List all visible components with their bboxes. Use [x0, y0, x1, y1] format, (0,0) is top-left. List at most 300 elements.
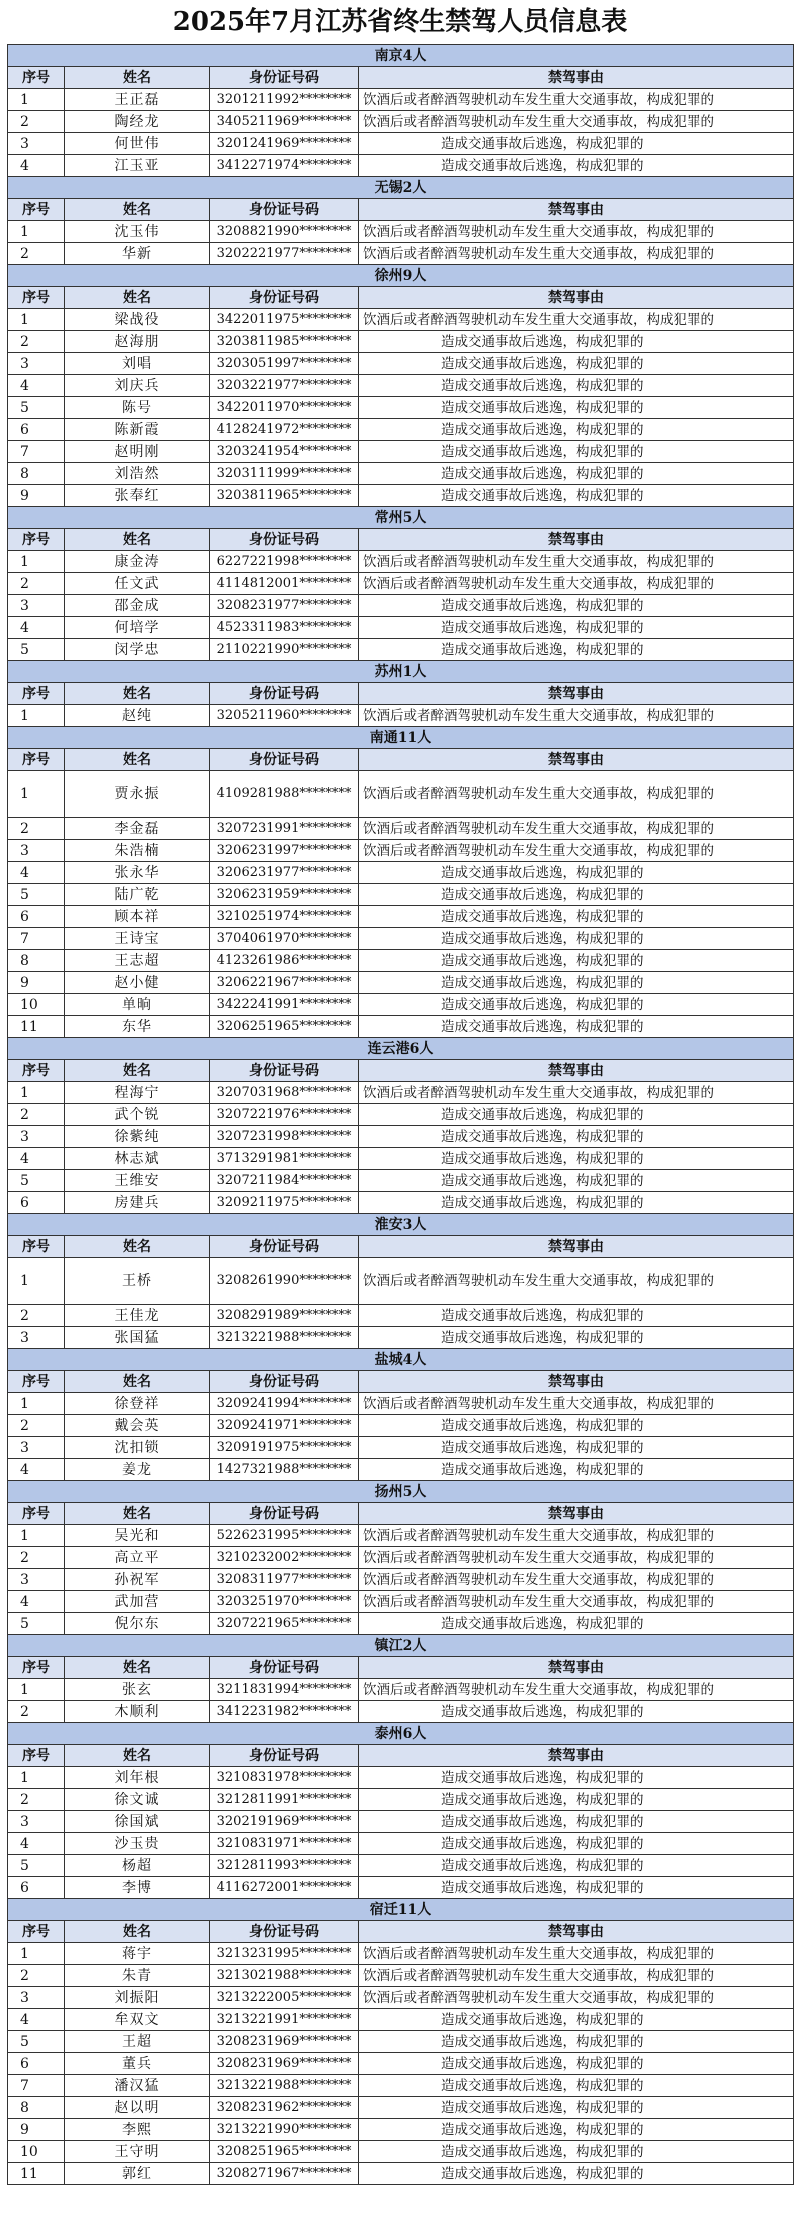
- header-no: 序号: [8, 199, 65, 221]
- cell-no: 2: [8, 1547, 65, 1569]
- cell-no: 3: [8, 133, 65, 155]
- cell-id: 6227221998********: [210, 551, 359, 573]
- cell-name: 王诗宝: [65, 928, 210, 950]
- cell-reason: 造成交通事故后逃逸，构成犯罪的: [359, 1789, 794, 1811]
- cell-reason: 造成交通事故后逃逸，构成犯罪的: [359, 950, 794, 972]
- cell-id: 3208291989********: [210, 1305, 359, 1327]
- cell-no: 3: [8, 840, 65, 862]
- table-row: [8, 2141, 794, 2163]
- cell-reason: 造成交通事故后逃逸，构成犯罪的: [359, 1305, 794, 1327]
- cell-reason: 造成交通事故后逃逸，构成犯罪的: [359, 375, 794, 397]
- cell-no: 4: [8, 1591, 65, 1613]
- cell-name: 李博: [65, 1877, 210, 1899]
- cell-no: 2: [8, 1965, 65, 1987]
- table-row: [8, 2009, 794, 2031]
- cell-name: 顾本祥: [65, 906, 210, 928]
- cell-no: 8: [8, 2097, 65, 2119]
- cell-name: 吴光和: [65, 1525, 210, 1547]
- region-row: [8, 265, 794, 287]
- header-name: 姓名: [65, 199, 210, 221]
- cell-id: 3208231962********: [210, 2097, 359, 2119]
- table-row: [8, 221, 794, 243]
- cell-id: 3207221976********: [210, 1104, 359, 1126]
- table-row: [8, 1393, 794, 1415]
- cell-id: 3203251970********: [210, 1591, 359, 1613]
- cell-no: 6: [8, 906, 65, 928]
- cell-name: 贾永振: [65, 771, 210, 818]
- cell-no: 10: [8, 2141, 65, 2163]
- cell-name: 王维安: [65, 1170, 210, 1192]
- cell-id: 3202191969********: [210, 1811, 359, 1833]
- cell-no: 11: [8, 2163, 65, 2185]
- cell-name: 牟双文: [65, 2009, 210, 2031]
- cell-reason: 造成交通事故后逃逸，构成犯罪的: [359, 2097, 794, 2119]
- cell-id: 3209191975********: [210, 1437, 359, 1459]
- cell-id: 3210831971********: [210, 1833, 359, 1855]
- table-row: [8, 485, 794, 507]
- cell-id: 3205211960********: [210, 705, 359, 727]
- header-reason: 禁驾事由: [359, 1503, 794, 1525]
- cell-reason: 造成交通事故后逃逸，构成犯罪的: [359, 1701, 794, 1723]
- cell-name: 朱青: [65, 1965, 210, 1987]
- header-reason: 禁驾事由: [359, 1060, 794, 1082]
- cell-name: 何培学: [65, 617, 210, 639]
- header-reason: 禁驾事由: [359, 1921, 794, 1943]
- header-no: 序号: [8, 749, 65, 771]
- cell-reason: 造成交通事故后逃逸，构成犯罪的: [359, 485, 794, 507]
- cell-id: 5226231995********: [210, 1525, 359, 1547]
- cell-no: 5: [8, 1855, 65, 1877]
- cell-name: 张奉红: [65, 485, 210, 507]
- table-row: [8, 1016, 794, 1038]
- table-row: [8, 818, 794, 840]
- header-id: 身份证号码: [210, 1503, 359, 1525]
- header-reason: 禁驾事由: [359, 199, 794, 221]
- table-header-row: [8, 1921, 794, 1943]
- cell-no: 1: [8, 1393, 65, 1415]
- cell-reason: 造成交通事故后逃逸，构成犯罪的: [359, 1767, 794, 1789]
- cell-id: 3208231969********: [210, 2031, 359, 2053]
- cell-name: 王守明: [65, 2141, 210, 2163]
- cell-name: 陈新霞: [65, 419, 210, 441]
- cell-id: 3209241971********: [210, 1415, 359, 1437]
- cell-reason: 造成交通事故后逃逸，构成犯罪的: [359, 1415, 794, 1437]
- cell-name: 张玄: [65, 1679, 210, 1701]
- table-row: [8, 551, 794, 573]
- cell-id: 3212811991********: [210, 1789, 359, 1811]
- cell-no: 5: [8, 639, 65, 661]
- cell-reason: 造成交通事故后逃逸，构成犯罪的: [359, 1327, 794, 1349]
- cell-id: 3203811985********: [210, 331, 359, 353]
- header-reason: 禁驾事由: [359, 1371, 794, 1393]
- cell-id: 3210251974********: [210, 906, 359, 928]
- region-title: 南通11人: [8, 727, 794, 749]
- table-row: [8, 950, 794, 972]
- cell-id: 4116272001********: [210, 1877, 359, 1899]
- cell-reason: 造成交通事故后逃逸，构成犯罪的: [359, 862, 794, 884]
- header-no: 序号: [8, 1060, 65, 1082]
- header-id: 身份证号码: [210, 529, 359, 551]
- header-reason: 禁驾事由: [359, 683, 794, 705]
- cell-name: 徐紫纯: [65, 1126, 210, 1148]
- cell-no: 2: [8, 573, 65, 595]
- table-row: [8, 1811, 794, 1833]
- cell-no: 3: [8, 353, 65, 375]
- table-row: [8, 309, 794, 331]
- cell-id: 3203111999********: [210, 463, 359, 485]
- cell-name: 武加营: [65, 1591, 210, 1613]
- cell-name: 李熙: [65, 2119, 210, 2141]
- cell-name: 沙玉贵: [65, 1833, 210, 1855]
- cell-no: 6: [8, 1192, 65, 1214]
- cell-reason: 造成交通事故后逃逸，构成犯罪的: [359, 884, 794, 906]
- cell-name: 康金涛: [65, 551, 210, 573]
- cell-reason: 饮酒后或者醉酒驾驶机动车发生重大交通事故，构成犯罪的: [359, 1569, 794, 1591]
- cell-no: 6: [8, 1877, 65, 1899]
- header-name: 姓名: [65, 683, 210, 705]
- cell-name: 程海宁: [65, 1082, 210, 1104]
- cell-name: 潘汉猛: [65, 2075, 210, 2097]
- table-row: [8, 1569, 794, 1591]
- cell-id: 3203221977********: [210, 375, 359, 397]
- table-row: [8, 1126, 794, 1148]
- cell-reason: 造成交通事故后逃逸，构成犯罪的: [359, 331, 794, 353]
- cell-id: 3213021988********: [210, 1965, 359, 1987]
- cell-reason: 造成交通事故后逃逸，构成犯罪的: [359, 639, 794, 661]
- table-header-row: [8, 1236, 794, 1258]
- cell-id: 4114812001********: [210, 573, 359, 595]
- cell-name: 王桥: [65, 1258, 210, 1305]
- header-no: 序号: [8, 1657, 65, 1679]
- header-id: 身份证号码: [210, 1745, 359, 1767]
- cell-id: 3209241994********: [210, 1393, 359, 1415]
- region-title: 南京4人: [8, 45, 794, 67]
- region-title: 徐州9人: [8, 265, 794, 287]
- table-row: [8, 1459, 794, 1481]
- table-row: [8, 1591, 794, 1613]
- cell-name: 任文武: [65, 573, 210, 595]
- cell-id: 3713291981********: [210, 1148, 359, 1170]
- table-row: [8, 1855, 794, 1877]
- cell-name: 林志斌: [65, 1148, 210, 1170]
- header-no: 序号: [8, 529, 65, 551]
- header-reason: 禁驾事由: [359, 749, 794, 771]
- cell-reason: 造成交通事故后逃逸，构成犯罪的: [359, 1833, 794, 1855]
- cell-reason: 造成交通事故后逃逸，构成犯罪的: [359, 1104, 794, 1126]
- cell-name: 高立平: [65, 1547, 210, 1569]
- cell-id: 3203051997********: [210, 353, 359, 375]
- region-row: [8, 507, 794, 529]
- cell-name: 东华: [65, 1016, 210, 1038]
- cell-no: 2: [8, 1104, 65, 1126]
- table-header-row: [8, 1657, 794, 1679]
- cell-reason: 造成交通事故后逃逸，构成犯罪的: [359, 1877, 794, 1899]
- cell-no: 2: [8, 1789, 65, 1811]
- cell-no: 5: [8, 397, 65, 419]
- region-title: 淮安3人: [8, 1214, 794, 1236]
- cell-name: 沈玉伟: [65, 221, 210, 243]
- header-reason: 禁驾事由: [359, 287, 794, 309]
- cell-no: 6: [8, 2053, 65, 2075]
- cell-no: 2: [8, 818, 65, 840]
- cell-reason: 造成交通事故后逃逸，构成犯罪的: [359, 928, 794, 950]
- table-header-row: [8, 287, 794, 309]
- cell-reason: 造成交通事故后逃逸，构成犯罪的: [359, 1016, 794, 1038]
- cell-id: 3203811965********: [210, 485, 359, 507]
- header-id: 身份证号码: [210, 67, 359, 89]
- cell-name: 陆广乾: [65, 884, 210, 906]
- cell-no: 8: [8, 463, 65, 485]
- header-name: 姓名: [65, 1060, 210, 1082]
- table-row: [8, 1679, 794, 1701]
- cell-name: 沈扣锁: [65, 1437, 210, 1459]
- table-row: [8, 1789, 794, 1811]
- cell-no: 2: [8, 111, 65, 133]
- table-row: [8, 353, 794, 375]
- header-reason: 禁驾事由: [359, 67, 794, 89]
- table-row: [8, 111, 794, 133]
- header-no: 序号: [8, 1921, 65, 1943]
- header-id: 身份证号码: [210, 1236, 359, 1258]
- cell-name: 何世伟: [65, 133, 210, 155]
- cell-reason: 造成交通事故后逃逸，构成犯罪的: [359, 617, 794, 639]
- cell-name: 赵明刚: [65, 441, 210, 463]
- cell-id: 3422011970********: [210, 397, 359, 419]
- table-row: [8, 617, 794, 639]
- header-no: 序号: [8, 1503, 65, 1525]
- cell-no: 1: [8, 221, 65, 243]
- cell-name: 徐国斌: [65, 1811, 210, 1833]
- cell-id: 3208231977********: [210, 595, 359, 617]
- cell-reason: 造成交通事故后逃逸，构成犯罪的: [359, 906, 794, 928]
- table-row: [8, 133, 794, 155]
- cell-reason: 造成交通事故后逃逸，构成犯罪的: [359, 397, 794, 419]
- table-row: [8, 441, 794, 463]
- cell-reason: 饮酒后或者醉酒驾驶机动车发生重大交通事故，构成犯罪的: [359, 1547, 794, 1569]
- region-row: [8, 1899, 794, 1921]
- cell-reason: 造成交通事故后逃逸，构成犯罪的: [359, 2163, 794, 2185]
- cell-name: 刘振阳: [65, 1987, 210, 2009]
- cell-no: 3: [8, 595, 65, 617]
- cell-name: 刘年根: [65, 1767, 210, 1789]
- cell-no: 6: [8, 419, 65, 441]
- cell-name: 蒋宇: [65, 1943, 210, 1965]
- table-row: [8, 397, 794, 419]
- header-name: 姓名: [65, 1657, 210, 1679]
- table-row: [8, 1547, 794, 1569]
- cell-name: 刘唱: [65, 353, 210, 375]
- cell-reason: 造成交通事故后逃逸，构成犯罪的: [359, 463, 794, 485]
- cell-no: 3: [8, 1327, 65, 1349]
- cell-reason: 饮酒后或者醉酒驾驶机动车发生重大交通事故，构成犯罪的: [359, 551, 794, 573]
- cell-id: 3412271974********: [210, 155, 359, 177]
- header-name: 姓名: [65, 1371, 210, 1393]
- cell-id: 3208261990********: [210, 1258, 359, 1305]
- cell-reason: 饮酒后或者醉酒驾驶机动车发生重大交通事故，构成犯罪的: [359, 1943, 794, 1965]
- cell-id: 3213221990********: [210, 2119, 359, 2141]
- table-row: [8, 1877, 794, 1899]
- header-reason: 禁驾事由: [359, 529, 794, 551]
- table-row: [8, 331, 794, 353]
- cell-reason: 造成交通事故后逃逸，构成犯罪的: [359, 419, 794, 441]
- header-no: 序号: [8, 1371, 65, 1393]
- region-row: [8, 727, 794, 749]
- cell-no: 2: [8, 1305, 65, 1327]
- cell-reason: 饮酒后或者醉酒驾驶机动车发生重大交通事故，构成犯罪的: [359, 1258, 794, 1305]
- cell-reason: 造成交通事故后逃逸，构成犯罪的: [359, 1170, 794, 1192]
- cell-name: 姜龙: [65, 1459, 210, 1481]
- region-row: [8, 1038, 794, 1060]
- cell-name: 武个锐: [65, 1104, 210, 1126]
- cell-name: 房建兵: [65, 1192, 210, 1214]
- cell-id: 3208821990********: [210, 221, 359, 243]
- cell-id: 4523311983********: [210, 617, 359, 639]
- cell-name: 王正磊: [65, 89, 210, 111]
- cell-reason: 造成交通事故后逃逸，构成犯罪的: [359, 2119, 794, 2141]
- table-row: [8, 1192, 794, 1214]
- cell-reason: 饮酒后或者醉酒驾驶机动车发生重大交通事故，构成犯罪的: [359, 840, 794, 862]
- cell-id: 3207031968********: [210, 1082, 359, 1104]
- header-no: 序号: [8, 1236, 65, 1258]
- table-header-row: [8, 1371, 794, 1393]
- table-row: [8, 1613, 794, 1635]
- cell-no: 4: [8, 862, 65, 884]
- cell-name: 孙祝军: [65, 1569, 210, 1591]
- cell-reason: 饮酒后或者醉酒驾驶机动车发生重大交通事故，构成犯罪的: [359, 309, 794, 331]
- cell-no: 1: [8, 1767, 65, 1789]
- cell-name: 徐登祥: [65, 1393, 210, 1415]
- cell-name: 赵以明: [65, 2097, 210, 2119]
- table-row: [8, 928, 794, 950]
- header-no: 序号: [8, 287, 65, 309]
- cell-reason: 饮酒后或者醉酒驾驶机动车发生重大交通事故，构成犯罪的: [359, 1525, 794, 1547]
- table-header-row: [8, 1503, 794, 1525]
- table-row: [8, 972, 794, 994]
- cell-no: 1: [8, 1679, 65, 1701]
- table-row: [8, 840, 794, 862]
- cell-id: 3209211975********: [210, 1192, 359, 1214]
- page-title: 2025年7月江苏省终生禁驾人员信息表: [172, 7, 628, 37]
- cell-id: 3206251965********: [210, 1016, 359, 1038]
- table-row: [8, 2163, 794, 2185]
- table-header-row: [8, 529, 794, 551]
- cell-id: 3208271967********: [210, 2163, 359, 2185]
- cell-no: 4: [8, 1833, 65, 1855]
- cell-name: 梁战役: [65, 309, 210, 331]
- cell-id: 4128241972********: [210, 419, 359, 441]
- cell-id: 3208231969********: [210, 2053, 359, 2075]
- cell-reason: 饮酒后或者醉酒驾驶机动车发生重大交通事故，构成犯罪的: [359, 243, 794, 265]
- table-row: [8, 2053, 794, 2075]
- table-row: [8, 906, 794, 928]
- table-header-row: [8, 1060, 794, 1082]
- header-no: 序号: [8, 683, 65, 705]
- cell-reason: 饮酒后或者醉酒驾驶机动车发生重大交通事故，构成犯罪的: [359, 818, 794, 840]
- cell-id: 3208251965********: [210, 2141, 359, 2163]
- cell-reason: 造成交通事故后逃逸，构成犯罪的: [359, 441, 794, 463]
- cell-name: 张永华: [65, 862, 210, 884]
- cell-name: 刘浩然: [65, 463, 210, 485]
- region-title: 泰州6人: [8, 1723, 794, 1745]
- region-title: 扬州5人: [8, 1481, 794, 1503]
- cell-name: 木顺利: [65, 1701, 210, 1723]
- region-title: 常州5人: [8, 507, 794, 529]
- region-row: [8, 1635, 794, 1657]
- table-row: [8, 463, 794, 485]
- cell-id: 3206221967********: [210, 972, 359, 994]
- table-row: [8, 419, 794, 441]
- header-id: 身份证号码: [210, 1657, 359, 1679]
- table-row: [8, 884, 794, 906]
- cell-name: 李金磊: [65, 818, 210, 840]
- table-row: [8, 1415, 794, 1437]
- cell-reason: 造成交通事故后逃逸，构成犯罪的: [359, 2009, 794, 2031]
- cell-name: 陶经龙: [65, 111, 210, 133]
- region-row: [8, 1481, 794, 1503]
- cell-reason: 造成交通事故后逃逸，构成犯罪的: [359, 1459, 794, 1481]
- cell-no: 1: [8, 1943, 65, 1965]
- cell-name: 邵金成: [65, 595, 210, 617]
- cell-reason: 饮酒后或者醉酒驾驶机动车发生重大交通事故，构成犯罪的: [359, 573, 794, 595]
- table-row: [8, 639, 794, 661]
- cell-id: 3213231995********: [210, 1943, 359, 1965]
- header-reason: 禁驾事由: [359, 1657, 794, 1679]
- cell-no: 7: [8, 2075, 65, 2097]
- cell-reason: 饮酒后或者醉酒驾驶机动车发生重大交通事故，构成犯罪的: [359, 1679, 794, 1701]
- table-row: [8, 2119, 794, 2141]
- header-name: 姓名: [65, 1236, 210, 1258]
- cell-name: 倪尔东: [65, 1613, 210, 1635]
- cell-reason: 造成交通事故后逃逸，构成犯罪的: [359, 595, 794, 617]
- cell-id: 2110221990********: [210, 639, 359, 661]
- ban-table: [7, 44, 794, 2185]
- header-reason: 禁驾事由: [359, 1236, 794, 1258]
- cell-no: 1: [8, 551, 65, 573]
- cell-no: 3: [8, 1987, 65, 2009]
- cell-id: 3201241969********: [210, 133, 359, 155]
- table-row: [8, 1987, 794, 2009]
- cell-name: 陈号: [65, 397, 210, 419]
- cell-no: 7: [8, 928, 65, 950]
- cell-name: 杨超: [65, 1855, 210, 1877]
- table-row: [8, 1305, 794, 1327]
- cell-no: 1: [8, 1258, 65, 1305]
- cell-no: 10: [8, 994, 65, 1016]
- cell-name: 赵海朋: [65, 331, 210, 353]
- cell-reason: 造成交通事故后逃逸，构成犯罪的: [359, 1855, 794, 1877]
- table-row: [8, 2031, 794, 2053]
- cell-name: 王志超: [65, 950, 210, 972]
- cell-reason: 造成交通事故后逃逸，构成犯罪的: [359, 2031, 794, 2053]
- cell-id: 3201211992********: [210, 89, 359, 111]
- table-header-row: [8, 199, 794, 221]
- table-row: [8, 1104, 794, 1126]
- table-row: [8, 2097, 794, 2119]
- cell-name: 赵小健: [65, 972, 210, 994]
- cell-no: 1: [8, 1525, 65, 1547]
- cell-no: 1: [8, 771, 65, 818]
- cell-no: 9: [8, 485, 65, 507]
- header-no: 序号: [8, 67, 65, 89]
- cell-no: 4: [8, 1148, 65, 1170]
- cell-reason: 造成交通事故后逃逸，构成犯罪的: [359, 2141, 794, 2163]
- cell-no: 1: [8, 89, 65, 111]
- cell-no: 11: [8, 1016, 65, 1038]
- region-title: 盐城4人: [8, 1349, 794, 1371]
- table-row: [8, 1327, 794, 1349]
- table-row: [8, 705, 794, 727]
- cell-name: 郭红: [65, 2163, 210, 2185]
